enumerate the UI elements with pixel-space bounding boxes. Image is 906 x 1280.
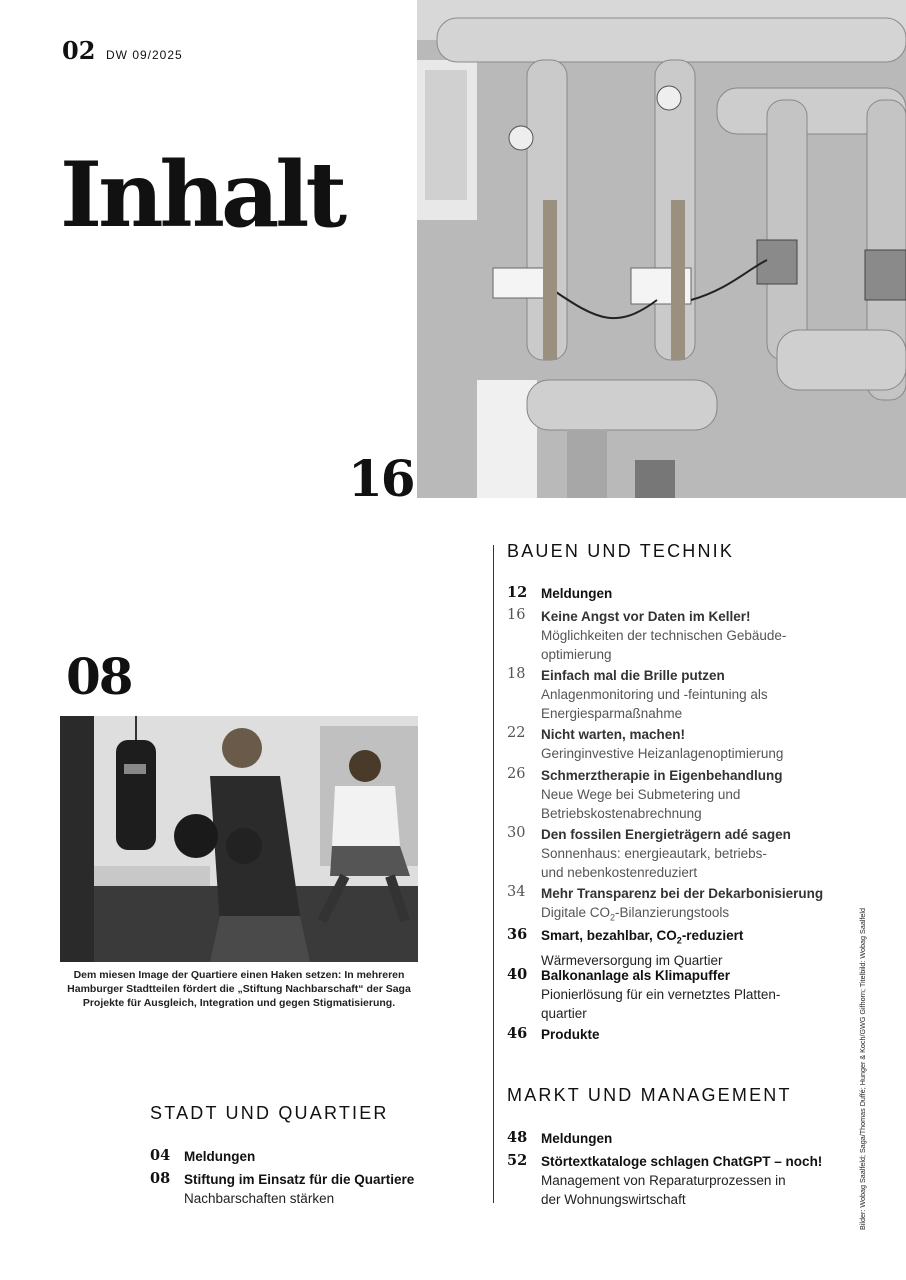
toc-entry[interactable] (150, 1147, 490, 1166)
toc-page-number: 46 (507, 1025, 528, 1042)
toc-page-number: 18 (507, 666, 526, 682)
toc-subtitle: optimierung (541, 647, 612, 662)
toc-subtitle: Geringinvestive Heizanlagenoptimierung (541, 746, 784, 761)
teaser-page-16: 16 (348, 449, 414, 508)
section-heading-stadt: STADT UND QUARTIER (150, 1103, 389, 1123)
toc-subtitle: Pionierlösung für ein vernetztes Platten- (541, 987, 781, 1002)
photo-caption: Dem miesen Image der Quartiere einen Haken setzen: In mehreren Hamburger Stadtteilen fördert die „Stiftung Nachbarschaft“ der Saga Projekte für Ausgleich, Integration und gegen Stigmatisierung. (67, 969, 411, 1009)
toc-subtitle: und nebenkostenreduziert (541, 865, 698, 880)
toc-entry[interactable] (507, 825, 847, 882)
toc-subtitle-text: Digitale CO (541, 905, 611, 920)
toc-page-number: 48 (507, 1129, 528, 1146)
toc-subtitle: Möglichkeiten der technischen Gebäude- (541, 628, 787, 643)
toc-page-number: 12 (507, 584, 528, 601)
toc-entry[interactable] (507, 725, 847, 763)
toc-subtitle: Neue Wege bei Submetering und (541, 787, 741, 802)
toc-subtitle: Betriebskostenabrechnung (541, 806, 702, 821)
toc-entry[interactable] (507, 584, 847, 603)
toc-subtitle: der Wohnungswirtschaft (541, 1192, 686, 1207)
toc-entry[interactable] (150, 1170, 490, 1208)
toc-title: Den fossilen Energieträgern adé sagen (541, 827, 791, 842)
toc-title: Nicht warten, machen! (541, 727, 686, 742)
toc-title: Meldungen (541, 1131, 613, 1146)
toc-page-number: 40 (507, 966, 528, 983)
toc-title: Einfach mal die Brille putzen (541, 668, 725, 683)
toc-entry[interactable] (507, 1152, 847, 1209)
toc-title (541, 926, 847, 951)
toc-title: Schmerztherapie in Eigenbehandlung (541, 768, 783, 783)
section-heading-bauen: BAUEN UND TECHNIK (507, 541, 735, 561)
toc-page-number: 52 (507, 1152, 528, 1169)
toc-entry[interactable] (507, 926, 847, 970)
toc-entry[interactable] (507, 766, 847, 823)
toc-subtitle: Anlagenmonitoring und -feintuning als (541, 687, 768, 702)
toc-entry[interactable] (507, 666, 847, 723)
section-heading-markt: MARKT UND MANAGEMENT (507, 1085, 792, 1105)
toc-page-number: 36 (507, 926, 528, 943)
page-title: Inhalt (60, 142, 344, 248)
toc-title: Balkonanlage als Klimapuffer (541, 968, 731, 983)
heating-pipes-photo (417, 0, 906, 498)
column-divider (493, 545, 494, 1203)
teaser-page-08: 08 (66, 647, 132, 706)
toc-subtitle: quartier (541, 1006, 587, 1021)
toc-page-number: 08 (150, 1170, 171, 1187)
toc-entry[interactable] (507, 966, 847, 1023)
issue-label: DW 09/2025 (106, 48, 183, 62)
page-number: 02 (62, 36, 96, 65)
toc-title: Mehr Transparenz bei der Dekarbonisierung (541, 886, 824, 901)
toc-subtitle: Energiesparmaßnahme (541, 706, 683, 721)
toc-subtitle: Nachbarschaften stärken (184, 1191, 335, 1206)
boxing-illustration (60, 716, 418, 962)
toc-title: Keine Angst vor Daten im Keller! (541, 609, 751, 624)
toc-page-number: 34 (507, 884, 526, 900)
toc-page-number: 30 (507, 825, 526, 841)
toc-subtitle (541, 903, 847, 928)
toc-page-number: 04 (150, 1147, 171, 1164)
toc-title: Meldungen (541, 586, 613, 601)
toc-subscript: 2 (676, 935, 682, 946)
toc-title: Stiftung im Einsatz für die Quartiere (184, 1172, 415, 1187)
toc-title-text: -reduziert (681, 928, 744, 943)
toc-title: Meldungen (184, 1149, 256, 1164)
photo-credits: Bilder: Wobag Saalfeld; Saga/Thomas Duffé; Hunger & Koch/GWG Gifhorn; Titelbild: Wobag Saalfeld (858, 907, 867, 1230)
toc-page-number: 26 (507, 766, 526, 782)
toc-subtitle-text: -Bilanzierungstools (615, 905, 730, 920)
toc-title: Störtextkataloge schlagen ChatGPT – noch! (541, 1154, 823, 1169)
boxing-photo (60, 716, 418, 962)
toc-subtitle: Sonnenhaus: energieautark, betriebs- (541, 846, 767, 861)
toc-title-text: Smart, bezahlbar, CO (541, 928, 677, 943)
toc-subscript: 2 (610, 912, 616, 923)
toc-page-number: 16 (507, 607, 526, 623)
toc-subtitle: Management von Reparaturprozessen in (541, 1173, 786, 1188)
toc-subtitle: Wärmeversorgung im Quartier (541, 952, 723, 968)
toc-entry[interactable] (507, 884, 847, 928)
toc-title: Produkte (541, 1027, 600, 1042)
toc-entry[interactable] (507, 1025, 847, 1044)
toc-entry[interactable] (507, 607, 847, 664)
toc-page-number: 22 (507, 725, 526, 741)
heating-pipes-illustration (417, 0, 906, 498)
toc-entry[interactable] (507, 1129, 847, 1148)
